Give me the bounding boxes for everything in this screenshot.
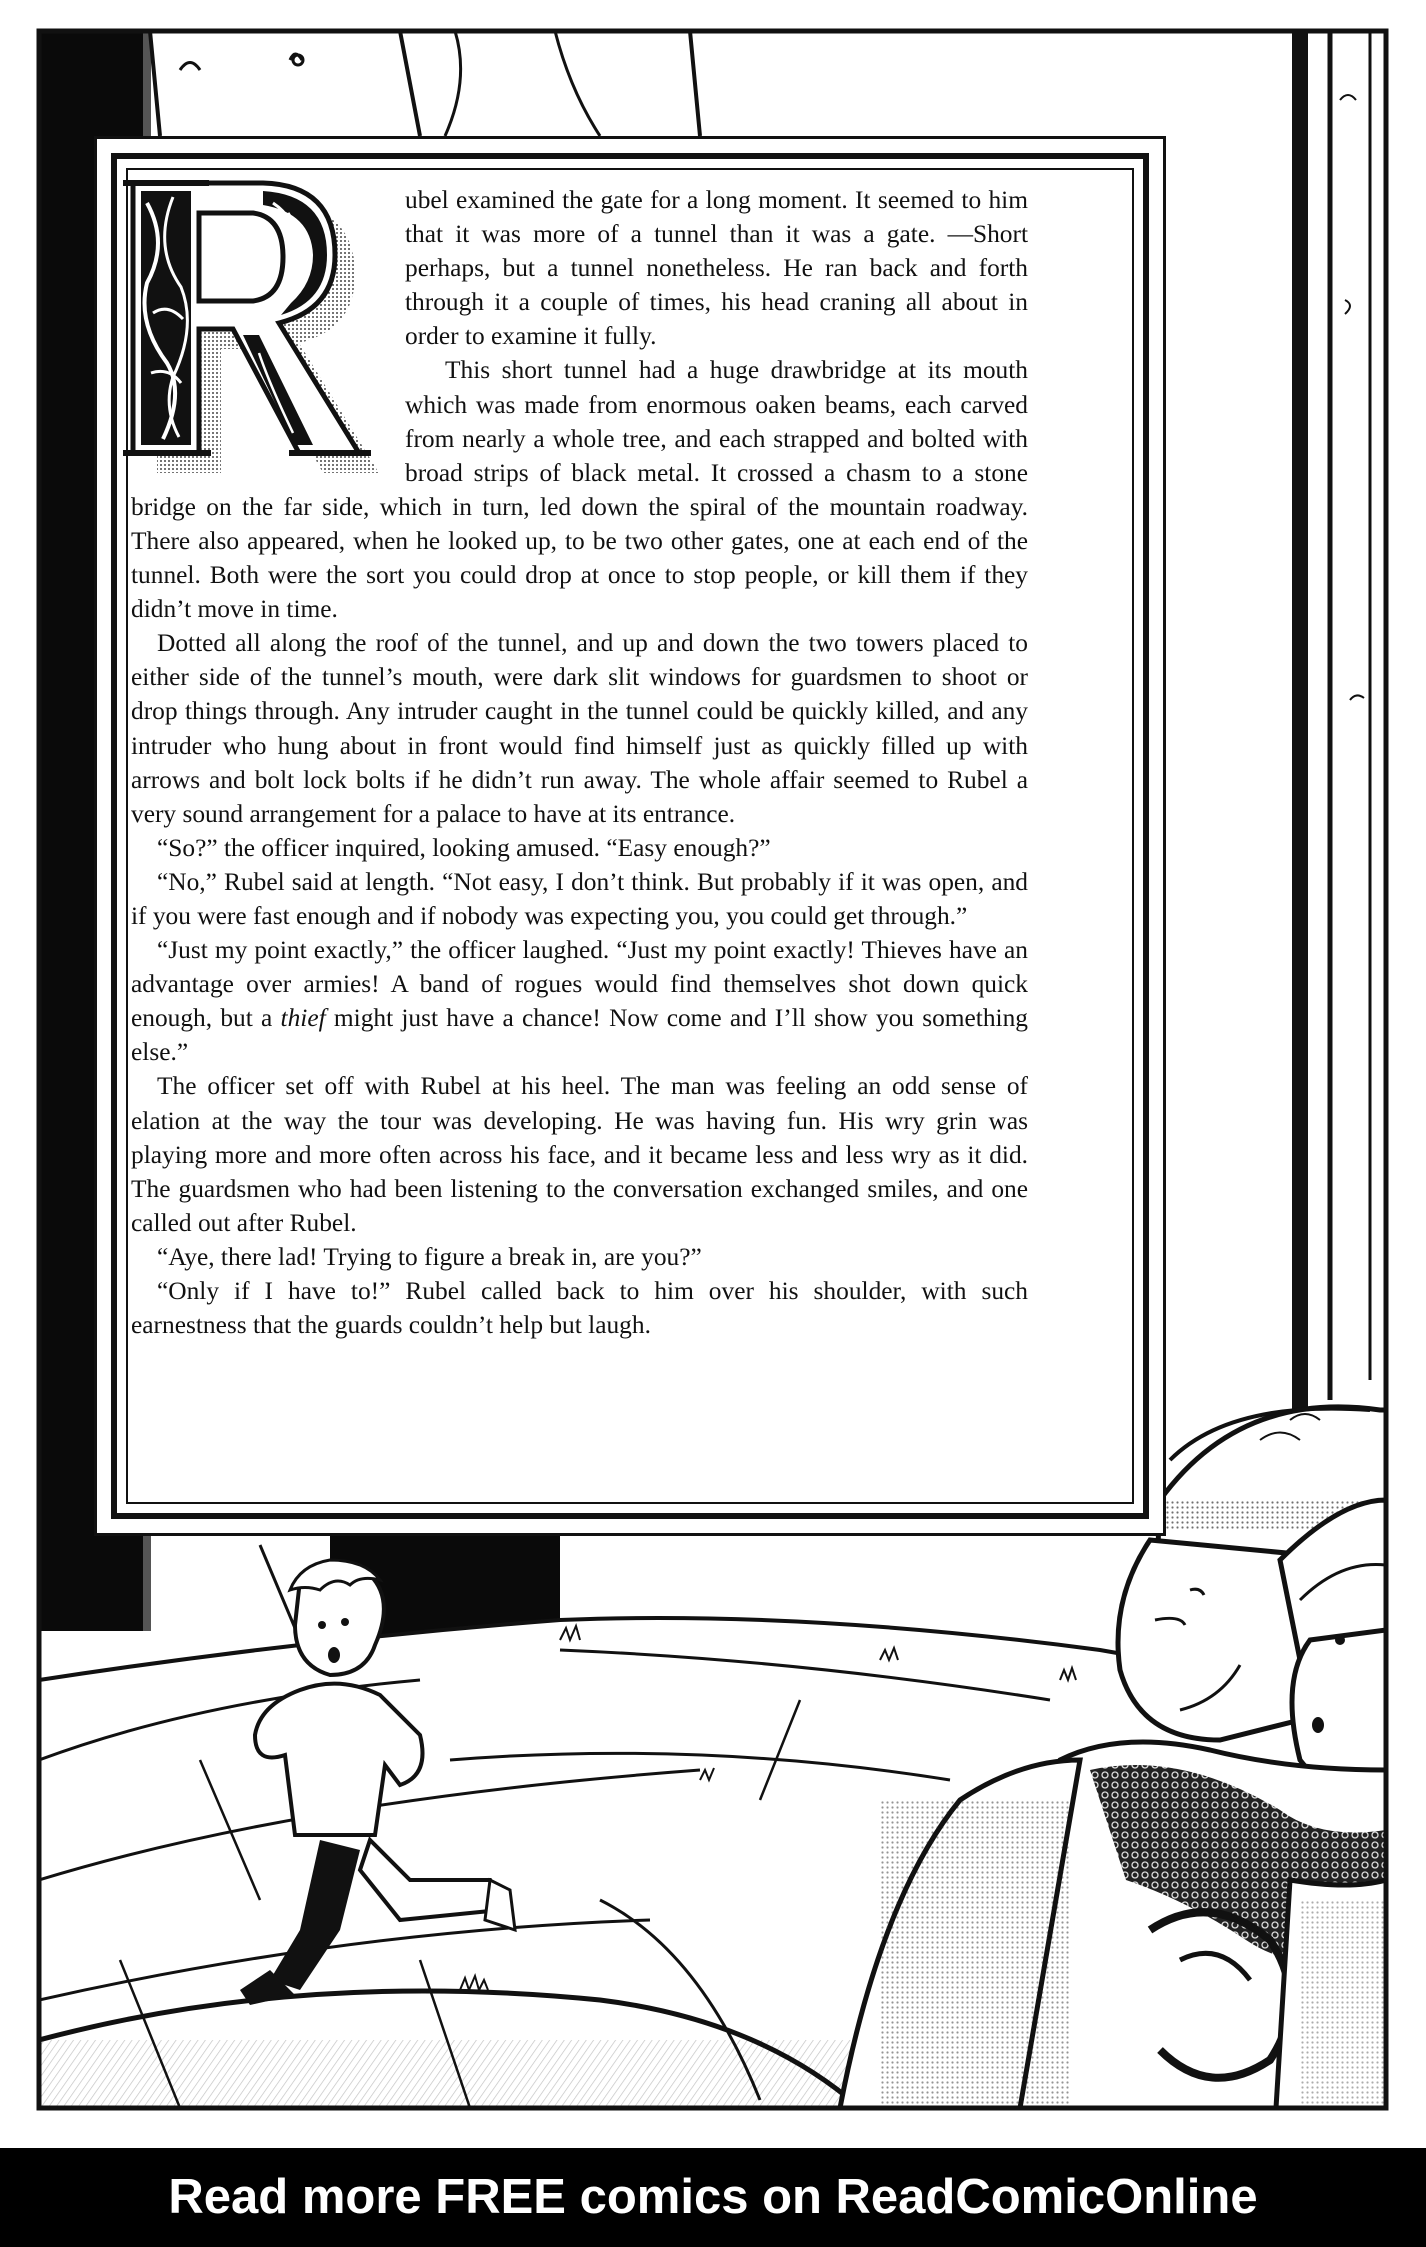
story-text <box>131 183 1028 1342</box>
story-paragraph-5: “No,” Rubel said at length. “Not easy, I don’t think. But probably if it was open, and if you were fast enough and if nobody was expecting you, you could get through.” <box>131 867 1028 930</box>
story-paragraph-6-end: might just have a chance! Now come and I’ll show you something else.” <box>131 1004 1028 1067</box>
ornate-drop-cap <box>113 173 381 479</box>
story-paragraph-6 <box>131 933 1028 1069</box>
story-paragraph-7: The officer set off with Rubel at his heel. The man was feeling an odd sense of elation at the way the tour was developing. He was having fun. His wry grin was playing more and more often across his face, and it became less and less wry as it did. The guardsmen who had been listening to the conversation exchanged smiles, and one called out after Rubel. <box>131 1072 1028 1237</box>
story-text-box <box>94 136 1166 1536</box>
story-paragraph-4: “So?” the officer inquired, looking amused. “Easy enough?” <box>157 833 771 862</box>
read-more-banner-link[interactable]: Read more FREE comics on ReadComicOnline <box>0 2148 1426 2247</box>
story-paragraph-9: “Only if I have to!” Rubel called back to him over his shoulder, with such earnestness that the guards couldn’t help but laugh. <box>131 1277 1028 1340</box>
story-paragraph-2: This short tunnel had a huge drawbridge at its mouth which was made from enormous oaken beams, each carved from nearly a whole tree, and each strapped and bolted with broad strips of black metal. It crossed a chasm to a stone bridge on the far side, which in turn, led down the spiral of the mountain roadway. There also appeared, when he looked up, to be two other gates, one at each end of the tunnel. Both were the sort you could drop at once to stop people, or kill them if they didn’t move in time. <box>131 356 1028 624</box>
story-paragraph-3: Dotted all along the roof of the tunnel, and up and down the two towers placed to either side of the tunnel’s mouth, were dark slit windows for guardsmen to shoot or drop things through. Any intruder caught in the tunnel could be quickly killed, and any intruder who hung about in front would find himself just as quickly filled up with arrows and bolt lock bolts if he didn’t run away. The whole affair seemed to Rubel a very sound arrangement for a palace to have at its entrance. <box>131 629 1028 828</box>
story-paragraph-1: ubel examined the gate for a long moment. It seemed to him that it was more of a tunnel than it was a gate. —Short perhaps, but a tunnel nonetheless. He ran back and forth through it a couple of times, his head craning all about in order to examine it fully. <box>405 186 1028 351</box>
story-paragraph-6-emphasis: thief <box>280 1004 326 1033</box>
story-paragraph-6-start: “Just my point exactly,” the officer laughed. “Just my point exactly! Thieves have an advantage over armies! A band of rogues would find themselves shot down quick enough, but a <box>131 936 1028 1033</box>
story-paragraph-8: “Aye, there lad! Trying to figure a break in, are you?” <box>157 1242 702 1271</box>
